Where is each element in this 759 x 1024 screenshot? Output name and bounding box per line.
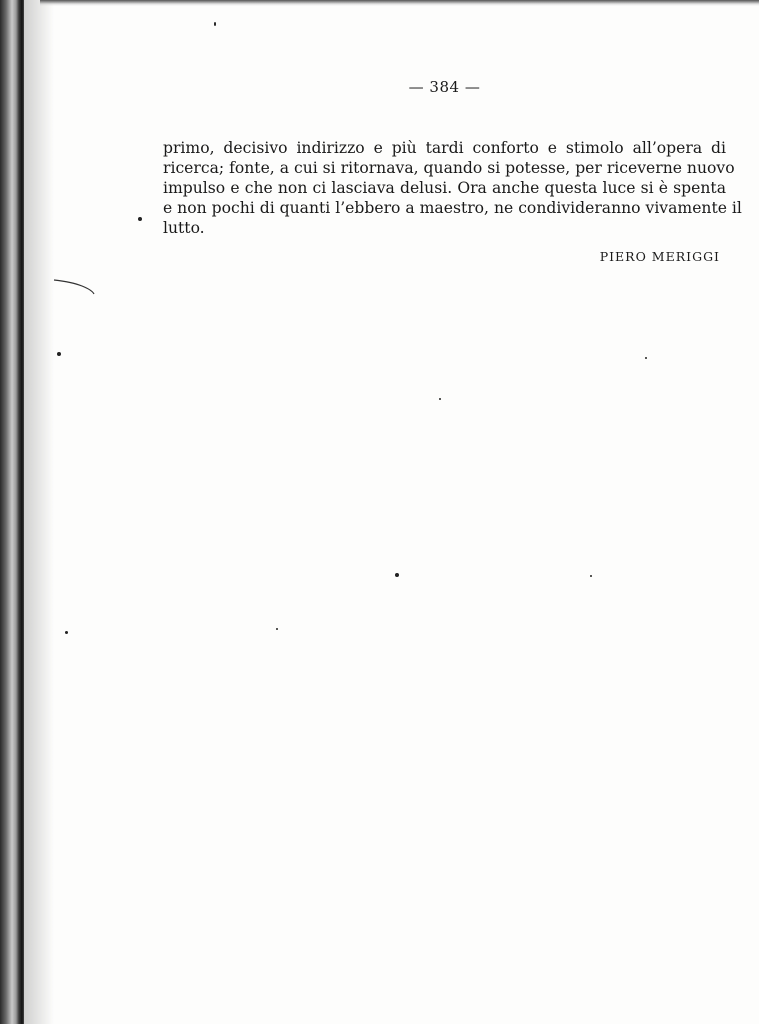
scan-speck	[65, 631, 68, 634]
page-number: — 384 —	[408, 78, 481, 96]
scan-speck	[57, 352, 61, 356]
scan-speck	[645, 357, 647, 359]
scan-speck	[214, 22, 216, 26]
scan-speck	[439, 398, 441, 400]
binding-shadow	[24, 0, 54, 1024]
author-signature: PIERO MERIGGI	[599, 249, 720, 264]
paragraph-line: e non pochi di quanti l’ebbero a maestro, ne condivideranno vivamente il	[163, 199, 742, 217]
scan-scratch	[52, 276, 96, 296]
top-edge	[40, 0, 759, 6]
scan-speck	[395, 573, 399, 577]
scan-speck	[276, 628, 278, 630]
binding-edge	[0, 0, 24, 1024]
paragraph	[163, 138, 742, 238]
scan-speck	[590, 575, 592, 577]
paragraph-line: impulso e che non ci lasciava delusi. Ora anche questa luce si è spenta	[163, 179, 726, 197]
paragraph-line: ricerca; fonte, a cui si ritornava, quando si potesse, per riceverne nuovo	[163, 159, 735, 177]
paragraph-line: lutto.	[163, 219, 205, 237]
scan-speck	[138, 217, 142, 221]
paragraph-line: primo, decisivo indirizzo e più tardi conforto e stimolo all’opera di	[163, 139, 726, 157]
